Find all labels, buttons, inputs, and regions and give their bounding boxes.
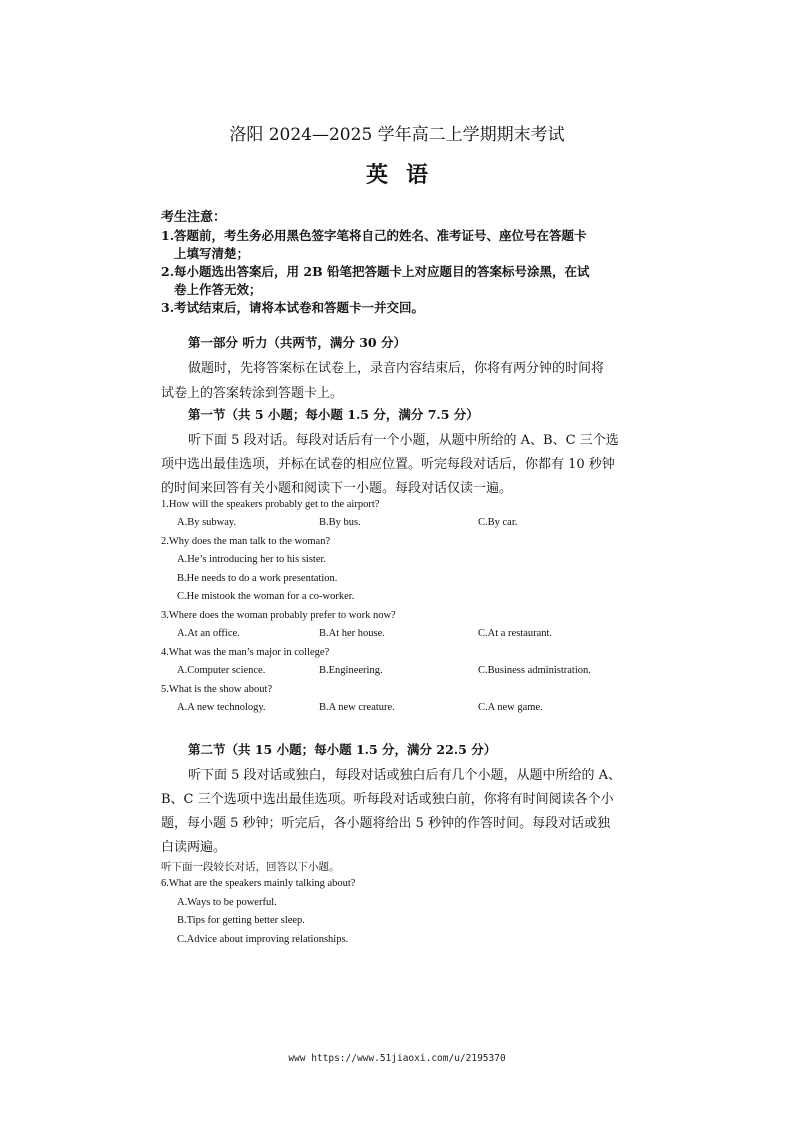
section1-intro-line: 项中选出最佳选项，并标在试卷的相应位置。听完每段对话后，你都有 10 秒钟 (161, 457, 615, 472)
section2-intro-line: B、C 三个选项中选出最佳选项。听每段对话或独白前，你将有时间阅读各个小 (161, 792, 614, 807)
section2-heading: 第二节（共 15 小题；每小题 1.5 分，满分 22.5 分） (188, 742, 497, 757)
question-stem: 4.What was the man’s major in college? (161, 647, 330, 658)
notice-heading: 考生注意： (161, 210, 227, 225)
option-a: A.At an office. (177, 628, 240, 639)
option-b: B.He needs to do a work presentation. (177, 573, 338, 584)
notice-item: 3.考试结束后，请将本试卷和答题卡一并交回。 (161, 300, 425, 315)
option-c: C.He mistook the woman for a co-worker. (177, 591, 355, 602)
part1-intro-line: 做题时，先将答案标在试卷上，录音内容结束后，你将有两分钟的时间将 (188, 361, 605, 376)
section2-intro-line: 听下面 5 段对话或独白，每段对话或独白后有几个小题，从题中所给的 A、 (188, 768, 622, 783)
question-stem: 5.What is the show about? (161, 684, 273, 695)
footer-url: www https://www.51jiaoxi.com/u/2195370 (288, 1053, 506, 1064)
section2-intro-line: 题，每小题 5 秒钟；听完后，各小题将给出 5 秒钟的作答时间。每段对话或独 (161, 816, 611, 831)
option-b: B.Tips for getting better sleep. (177, 915, 305, 926)
option-c: C.By car. (478, 517, 518, 528)
question-stem: 3.Where does the woman probably prefer to work now? (161, 610, 396, 621)
section1-intro-line: 的时间来回答有关小题和阅读下一小题。每段对话仅读一遍。 (161, 481, 513, 496)
option-c: C.A new game. (478, 702, 543, 713)
subject-heading: 英语 (365, 162, 446, 188)
part1-heading: 第一部分 听力（共两节，满分 30 分） (188, 335, 406, 350)
option-c: C.Business administration. (478, 665, 591, 676)
option-c: C.Advice about improving relationships. (177, 934, 349, 945)
option-c: C.At a restaurant. (478, 628, 553, 639)
notice-item: 卷上作答无效； (174, 282, 262, 297)
question-stem: 2.Why does the man talk to the woman? (161, 536, 331, 547)
part1-intro-line: 试卷上的答案转涂到答题卡上。 (161, 386, 344, 401)
option-a: A.Ways to be powerful. (177, 897, 277, 908)
section1-intro-line: 听下面 5 段对话。每段对话后有一个小题，从题中所给的 A、B、C 三个选 (188, 433, 619, 448)
section1-heading: 第一节（共 5 小题；每小题 1.5 分，满分 7.5 分） (188, 407, 479, 422)
option-a: A.A new technology. (177, 702, 266, 713)
dialogue-hint: 听下面一段较长对话，回答以下小题。 (161, 861, 340, 873)
option-b: B.Engineering. (319, 665, 383, 676)
question-stem: 1.How will the speakers probably get to the airport? (161, 499, 380, 510)
notice-item: 上填写清楚； (174, 246, 250, 261)
exam-title: 洛阳 2024—2025 学年高二上学期期末考试 (229, 125, 565, 145)
notice-item: 2.每小题选出答案后，用 2B 铅笔把答题卡上对应题目的答案标号涂黑，在试 (161, 264, 590, 279)
section2-intro-line: 白读两遍。 (161, 840, 227, 855)
option-a: A.Computer science. (177, 665, 266, 676)
option-b: B.At her house. (319, 628, 385, 639)
option-a: A.By subway. (177, 517, 237, 528)
notice-item: 1.答题前，考生务必用黑色签字笔将自己的姓名、准考证号、座位号在答题卡 (161, 228, 587, 243)
option-a: A.He’s introducing her to his sister. (177, 554, 327, 565)
question-stem: 6.What are the speakers mainly talking about? (161, 878, 356, 889)
option-b: B.A new creature. (319, 702, 395, 713)
option-b: B.By bus. (319, 517, 361, 528)
